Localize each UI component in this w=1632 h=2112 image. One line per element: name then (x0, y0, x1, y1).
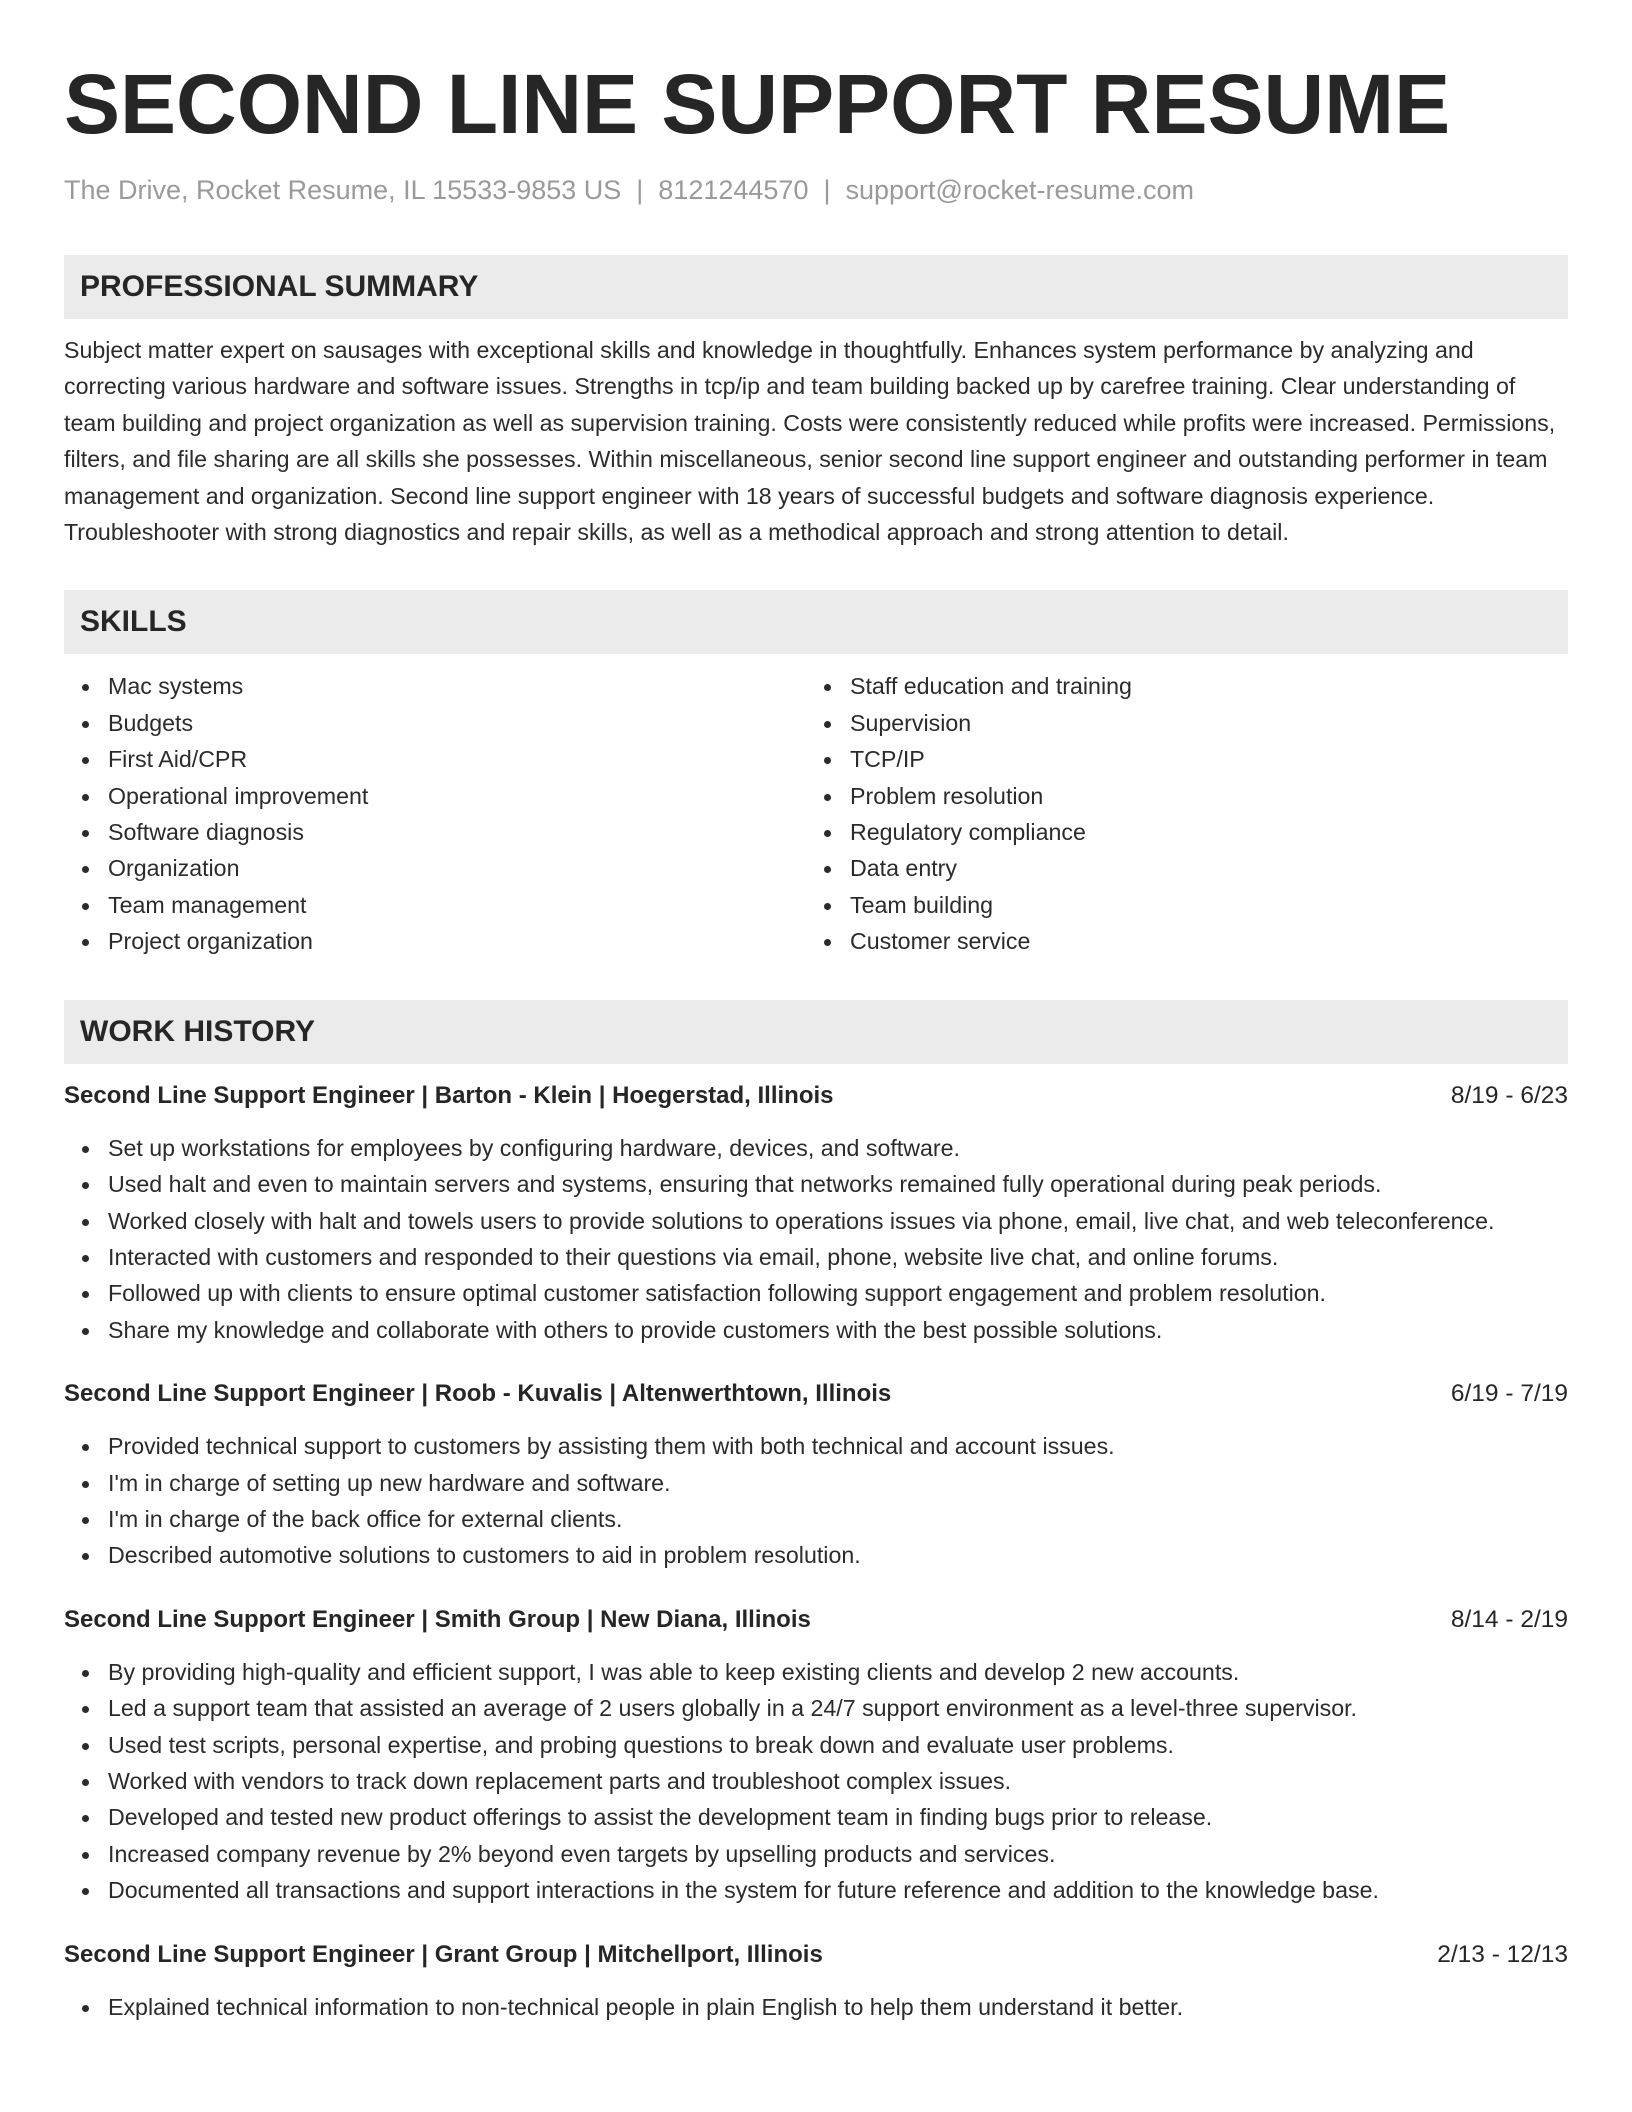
job-header (64, 1602, 1568, 1638)
skill-item: Data entry (806, 850, 1548, 886)
section-heading-skills: SKILLS (64, 590, 1568, 654)
job-dates: 2/13 - 12/13 (1437, 1940, 1568, 1968)
skill-item: First Aid/CPR (64, 741, 806, 777)
job-bullet: Provided technical support to customers by assisting them with both technical and account issues. (64, 1428, 1568, 1464)
contact-email: support@rocket-resume.com (845, 175, 1195, 205)
job-bullets (64, 1989, 1568, 2025)
skill-item: Budgets (64, 705, 806, 741)
job-bullet: Explained technical information to non-technical people in plain English to help them understand it better. (64, 1989, 1568, 2025)
job-entry (64, 1937, 1568, 2025)
job-bullets (64, 1428, 1568, 1574)
contact-address: The Drive, Rocket Resume, IL 15533-9853 US (64, 175, 622, 205)
skill-item: Team building (806, 887, 1548, 923)
resume-title: SECOND LINE SUPPORT RESUME (64, 57, 1451, 151)
job-title: Second Line Support Engineer | Smith Group | New Diana, Illinois (64, 1605, 811, 1633)
job-header (64, 1376, 1568, 1412)
section-heading-summary: PROFESSIONAL SUMMARY (64, 255, 1568, 319)
job-bullet: Interacted with customers and responded to their questions via email, phone, website live chat, and online forums. (64, 1239, 1568, 1275)
skills-list (64, 668, 1568, 959)
job-dates: 6/19 - 7/19 (1450, 1380, 1568, 1408)
job-entry (64, 1602, 1568, 1909)
job-title: Second Line Support Engineer | Roob - Kuvalis | Altenwerthtown, Illinois (64, 1380, 892, 1408)
job-bullet: Worked closely with halt and towels users to provide solutions to operations issues via phone, email, live chat, and web teleconference. (64, 1203, 1568, 1239)
skill-item: Problem resolution (806, 778, 1548, 814)
contact-phone: 8121244570 (658, 175, 809, 205)
job-bullet: Developed and tested new product offerings to assist the development team in finding bugs prior to release. (64, 1799, 1568, 1835)
section-heading-work-history: WORK HISTORY (64, 1000, 1568, 1064)
skill-item: Regulatory compliance (806, 814, 1548, 850)
job-bullet: I'm in charge of the back office for external clients. (64, 1501, 1568, 1537)
skill-item: Staff education and training (806, 668, 1548, 704)
job-bullet: I'm in charge of setting up new hardware and software. (64, 1465, 1568, 1501)
job-bullet: Used test scripts, personal expertise, and probing questions to break down and evaluate user problems. (64, 1727, 1568, 1763)
job-title: Second Line Support Engineer | Grant Group | Mitchellport, Illinois (64, 1940, 823, 1968)
summary-text: Subject matter expert on sausages with exceptional skills and knowledge in thoughtfully. Enhances system performance by analyzing and correcting various hardware and software issues. Strengths in tcp/ip and team building backed up by carefree training. Clear understanding of team building and project organization as well as supervision training. Costs were consistently reduced while profits were increased. Permissions, filters, and file sharing are all skills she possesses. Within miscellaneous, senior second line support engineer and outstanding performer in team management and organization. Second line support engineer with 18 years of successful budgets and software diagnosis experience. Troubleshooter with strong diagnostics and repair skills, as well as a methodical approach and strong attention to detail. (64, 337, 1556, 546)
skill-item: Project organization (64, 923, 806, 959)
job-bullet: Increased company revenue by 2% beyond even targets by upselling products and services. (64, 1836, 1568, 1872)
job-header (64, 1937, 1568, 1973)
job-bullet: Described automotive solutions to customers to aid in problem resolution. (64, 1537, 1568, 1573)
job-bullet: Used halt and even to maintain servers and systems, ensuring that networks remained fully operational during peak periods. (64, 1166, 1568, 1202)
skill-item: Operational improvement (64, 778, 806, 814)
job-title: Second Line Support Engineer | Barton - Klein | Hoegerstad, Illinois (64, 1081, 834, 1109)
job-bullet: By providing high-quality and efficient support, I was able to keep existing clients and develop 2 new accounts. (64, 1654, 1568, 1690)
job-bullets (64, 1654, 1568, 1909)
job-bullet: Set up workstations for employees by configuring hardware, devices, and software. (64, 1130, 1568, 1166)
job-dates: 8/14 - 2/19 (1450, 1605, 1568, 1633)
skill-item: TCP/IP (806, 741, 1548, 777)
skill-item: Organization (64, 850, 806, 886)
skills-column-left (64, 668, 806, 959)
job-bullet: Followed up with clients to ensure optimal customer satisfaction following support engagement and problem resolution. (64, 1275, 1568, 1311)
job-dates: 8/19 - 6/23 (1450, 1081, 1568, 1109)
job-entry (64, 1078, 1568, 1348)
job-bullet: Worked with vendors to track down replacement parts and troubleshoot complex issues. (64, 1763, 1568, 1799)
contact-separator: | (636, 175, 644, 205)
skill-item: Supervision (806, 705, 1548, 741)
contact-line (64, 172, 1568, 208)
skill-item: Software diagnosis (64, 814, 806, 850)
job-bullet: Led a support team that assisted an average of 2 users globally in a 24/7 support environment as a level-three supervisor. (64, 1690, 1568, 1726)
skill-item: Customer service (806, 923, 1548, 959)
job-bullet: Documented all transactions and support interactions in the system for future reference and addition to the knowledge base. (64, 1872, 1568, 1908)
skill-item: Mac systems (64, 668, 806, 704)
skills-column-right (806, 668, 1548, 959)
job-bullet: Share my knowledge and collaborate with others to provide customers with the best possible solutions. (64, 1312, 1568, 1348)
contact-separator: | (823, 175, 831, 205)
job-header (64, 1078, 1568, 1114)
job-entry (64, 1376, 1568, 1574)
skill-item: Team management (64, 887, 806, 923)
job-bullets (64, 1130, 1568, 1348)
